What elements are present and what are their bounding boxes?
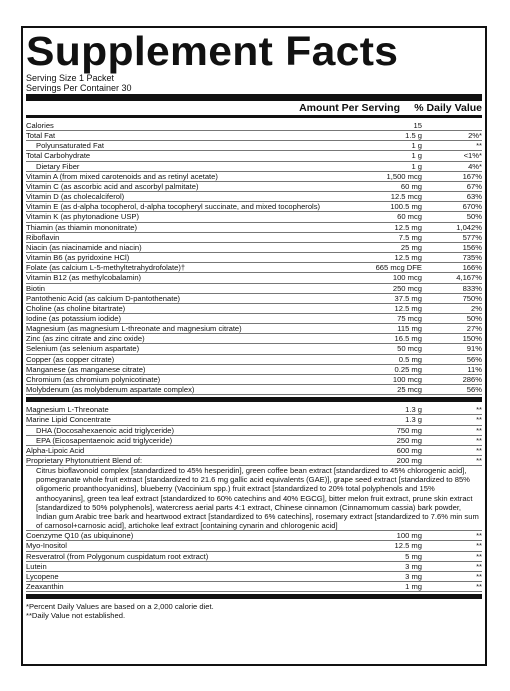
nutrient-dv: **: [476, 582, 482, 592]
nutrient-row: [26, 223, 482, 233]
nutrient-row: [26, 182, 482, 192]
nutrient-dv: **: [476, 531, 482, 541]
nutrient-name: Calories: [26, 121, 54, 130]
nutrient-row: [26, 436, 482, 446]
footnote-dv: *Percent Daily Values are based on a 2,000 calorie diet.: [26, 602, 214, 612]
nutrient-name: Vitamin E (as d-alpha tocopherol, d-alpha tocopheryl succinate, and mixed tocopherols): [26, 202, 321, 212]
nutrient-amount: 1 g: [411, 141, 422, 151]
nutrient-amount: 1.5 g: [405, 131, 422, 141]
dv-header: % Daily Value: [414, 102, 482, 114]
nutrient-amount: 0.25 mg: [394, 364, 422, 374]
nutrient-dv: 56%: [466, 385, 482, 395]
nutrient-dv: 91%: [466, 344, 482, 354]
nutrient-amount: 25 mcg: [397, 385, 422, 395]
nutrient-row: [26, 192, 482, 202]
nutrient-amount: 16.5 mg: [394, 334, 422, 344]
nutrient-dv: 56%: [466, 354, 482, 364]
nutrient-dv: **: [476, 541, 482, 551]
amount-header: Amount Per Serving: [299, 102, 400, 114]
nutrient-name: Magnesium L-Threonate: [26, 405, 109, 415]
nutrient-amount: 100.5 mg: [390, 202, 422, 212]
nutrient-dv: **: [476, 435, 482, 445]
nutrients-section: [26, 121, 482, 395]
nutrient-row: [26, 151, 482, 161]
nutrient-row: [26, 243, 482, 253]
divider-header: [26, 115, 482, 118]
nutrient-name: Alpha-Lipoic Acid: [26, 445, 85, 455]
nutrient-row: [26, 572, 482, 582]
nutrient-name: Proprietary Phytonutrient Blend of:: [26, 456, 143, 465]
nutrient-dv: 4,167%: [456, 273, 482, 283]
nutrient-dv: 50%: [466, 212, 482, 222]
nutrient-name: Resveratrol (from Polygonum cuspidatum root extract): [26, 551, 209, 561]
nutrient-dv: 286%: [462, 374, 482, 384]
nutrient-row: [26, 426, 482, 436]
nutrient-dv: **: [476, 425, 482, 435]
nutrient-name: Molybdenum (as molybdenum aspartate complex): [26, 385, 195, 395]
nutrient-dv: **: [476, 405, 482, 415]
nutrient-amount: 0.5 mg: [398, 354, 422, 364]
nutrient-dv: **: [476, 445, 482, 455]
nutrient-amount: 50 mcg: [397, 344, 422, 354]
nutrient-row: [26, 582, 482, 592]
nutrient-dv: 735%: [462, 253, 482, 263]
nutrient-name: Manganese (as manganese citrate): [26, 364, 146, 374]
nutrient-amount: 12.5 mg: [394, 541, 422, 551]
nutrient-dv: 63%: [466, 192, 482, 202]
nutrient-name: Iodine (as potassium iodide): [26, 313, 121, 323]
nutrient-dv: 4%*: [468, 161, 482, 171]
nutrient-name: Zeaxanthin: [26, 582, 64, 592]
nutrient-amount: 12.5 mcg: [390, 192, 422, 202]
nutrient-row: [26, 172, 482, 182]
divider-thick-2: [26, 397, 482, 402]
nutrient-row: [26, 531, 482, 541]
nutrient-row: [26, 121, 482, 131]
serving-size: Serving Size 1 Packet: [26, 73, 115, 83]
nutrient-name: EPA (Eicosapentaenoic acid triglyceride): [36, 435, 173, 445]
nutrient-amount: 25 mg: [400, 242, 422, 252]
footnote-not-established: **Daily Value not established.: [26, 611, 126, 621]
nutrient-row: [26, 324, 482, 334]
nutrient-row: [26, 456, 482, 466]
nutrient-name: DHA (Docosahexaenoic acid triglyceride): [36, 425, 175, 435]
nutrient-amount: 1 mg: [405, 582, 422, 592]
nutrient-row: [26, 314, 482, 324]
supplement-facts-panel: [21, 26, 487, 666]
nutrient-dv: 2%: [471, 303, 482, 313]
column-header: [26, 101, 482, 115]
nutrient-name: Vitamin D (as cholecalciferol): [26, 192, 125, 202]
nutrient-row: [26, 253, 482, 263]
nutrient-name: Riboflavin: [26, 232, 60, 242]
nutrient-dv: **: [476, 141, 482, 151]
nutrient-dv: 156%: [462, 242, 482, 252]
nutrient-amount: 100 mg: [396, 531, 422, 541]
nutrient-amount: 250 mcg: [392, 283, 422, 293]
nutrient-row: [26, 202, 482, 212]
nutrient-name: Biotin: [26, 283, 45, 293]
nutrient-row: [26, 233, 482, 243]
nutrient-dv: 67%: [466, 181, 482, 191]
nutrient-dv: **: [476, 571, 482, 581]
nutrient-amount: 1.3 g: [405, 405, 422, 415]
nutrient-row: [26, 304, 482, 314]
nutrient-row: [26, 212, 482, 222]
nutrient-name: Myo-Inositol: [26, 541, 67, 551]
nutrient-name: Total Fat: [26, 131, 56, 141]
nutrient-dv: <1%*: [463, 151, 482, 161]
nutrient-row: [26, 131, 482, 141]
nutrient-amount: 60 mg: [400, 181, 422, 191]
nutrient-name: Thiamin (as thiamin mononitrate): [26, 222, 137, 232]
nutrient-row: [26, 334, 482, 344]
nutrient-name: Copper (as copper citrate): [26, 354, 115, 364]
divider-thick-3: [26, 594, 482, 599]
nutrient-row: [26, 552, 482, 562]
nutrient-name: Marine Lipid Concentrate: [26, 415, 111, 425]
nutrient-amount: 665 mcg DFE: [375, 263, 422, 273]
nutrient-row: [26, 284, 482, 294]
nutrient-amount: 1 g: [411, 151, 422, 161]
nutrient-row: [26, 562, 482, 572]
nutrient-amount: 600 mg: [396, 445, 422, 455]
nutrient-amount: 750 mg: [396, 425, 422, 435]
nutrient-row: [26, 294, 482, 304]
nutrient-dv: 166%: [462, 263, 482, 273]
nutrient-dv: 577%: [462, 232, 482, 242]
nutrient-name: Vitamin B6 (as pyridoxine HCl): [26, 253, 130, 263]
nutrient-amount: 5 mg: [405, 551, 422, 561]
nutrient-row: [26, 385, 482, 395]
nutrient-name: Selenium (as selenium aspartate): [26, 344, 140, 354]
nutrient-amount: 12.5 mg: [394, 253, 422, 263]
nutrient-row: [26, 273, 482, 283]
nutrient-amount: 115 mg: [397, 324, 422, 334]
nutrient-dv: 833%: [462, 283, 482, 293]
nutrient-name: Total Carbohydrate: [26, 151, 91, 161]
nutrient-name: Chromium (as chromium polynicotinate): [26, 374, 161, 384]
nutrient-amount: 250 mg: [396, 435, 422, 445]
nutrient-row: [26, 263, 482, 273]
nutrient-amount: 15: [413, 121, 422, 130]
nutrient-name: Folate (as calcium L-5-methyltetrahydrofolate)†: [26, 263, 186, 273]
nutrient-name: Polyunsaturated Fat: [36, 141, 104, 151]
nutrient-amount: 37.5 mg: [394, 293, 422, 303]
nutrient-row: [26, 446, 482, 456]
nutrient-name: Magnesium (as magnesium L-threonate and magnesium citrate): [26, 324, 242, 334]
blend-description: Citrus bioflavonoid complex [standardized to 45% hesperidin], green coffee bean extract [standardized to 45% chlorogenic acid], pomegranate whole fruit extract [standardized to 21.6 mg gallic acid equivalents (GAE)], grape seed extract [standardized to 85% oligomeric proanthocyanidins], blueberry (Vaccinium spp.) fruit extract [standardized to 20% total polyphenols and 15% anthocyanins], green tea leaf extract [standardized to 60% catechins and 40% EGCG], bitter melon fruit extract, prune skin extract [standardized to 50% polyphenols], watercress aerial parts 4:1 extract, Chinese cinnamon (Cinnamomum cassia) bark powder, Indian gum Arabic tree bark and heartwood extract [standardized to 6% catechins], rosemary extract [standardized to 7.6% min sum of carnosol+carnosic acid], artichoke leaf extract [containing cynarin and chlorogenic acid]: [26, 466, 482, 531]
nutrient-name: Vitamin C (as ascorbic acid and ascorbyl palmitate): [26, 181, 199, 191]
nutrient-name: Zinc (as zinc citrate and zinc oxide): [26, 334, 145, 344]
nutrient-amount: 12.5 mg: [394, 222, 422, 232]
divider-thick: [26, 94, 482, 101]
nutrient-name: Dietary Fiber: [36, 161, 80, 171]
nutrient-dv: **: [476, 456, 482, 465]
nutrient-dv: 670%: [462, 202, 482, 212]
nutrient-name: Vitamin K (as phytonadione USP): [26, 212, 139, 222]
nutrient-name: Lycopene: [26, 571, 59, 581]
nutrient-amount: 1.3 g: [405, 415, 422, 425]
nutrient-amount: 60 mcg: [397, 212, 422, 222]
nutrient-name: Vitamin B12 (as methylcobalamin): [26, 273, 142, 283]
nutrient-name: Lutein: [26, 561, 47, 571]
other-ingredients-section-2: [26, 531, 482, 592]
nutrient-row: [26, 541, 482, 551]
nutrient-name: Choline (as choline bitartrate): [26, 303, 126, 313]
nutrient-name: Vitamin A (from mixed carotenoids and as retinyl acetate): [26, 171, 218, 181]
nutrient-amount: 3 mg: [405, 561, 422, 571]
nutrient-amount: 1,500 mcg: [386, 171, 422, 181]
nutrient-row: [26, 365, 482, 375]
nutrient-dv: **: [476, 551, 482, 561]
nutrient-dv: 27%: [466, 324, 482, 334]
nutrient-name: Coenzyme Q10 (as ubiquinone): [26, 531, 134, 541]
nutrient-amount: 100 mcg: [392, 374, 422, 384]
nutrient-amount: 1 g: [411, 161, 422, 171]
nutrient-row: [26, 375, 482, 385]
nutrient-amount: 200 mg: [396, 456, 422, 465]
nutrient-row: [26, 344, 482, 354]
servings-per-container: Servings Per Container 30: [26, 83, 132, 93]
nutrient-row: [26, 162, 482, 172]
nutrient-amount: 3 mg: [405, 571, 422, 581]
nutrient-row: [26, 355, 482, 365]
nutrient-amount: 100 mcg: [392, 273, 422, 283]
nutrient-dv: 1,042%: [456, 222, 482, 232]
nutrient-row: [26, 415, 482, 425]
nutrient-dv: 2%*: [468, 131, 482, 141]
nutrient-dv: 750%: [462, 293, 482, 303]
nutrient-name: Niacin (as niacinamide and niacin): [26, 242, 142, 252]
nutrient-dv: 50%: [466, 313, 482, 323]
panel-title: Supplement Facts: [26, 28, 399, 74]
nutrient-dv: 11%: [467, 364, 482, 374]
nutrient-dv: **: [476, 415, 482, 425]
nutrient-row: [26, 405, 482, 415]
nutrient-dv: **: [476, 561, 482, 571]
nutrient-dv: 150%: [462, 334, 482, 344]
nutrient-name: Pantothenic Acid (as calcium D-pantothenate): [26, 293, 181, 303]
nutrient-amount: 7.5 mg: [398, 232, 422, 242]
nutrient-amount: 75 mcg: [397, 313, 422, 323]
other-ingredients-section: [26, 405, 482, 466]
nutrient-dv: 167%: [462, 171, 482, 181]
nutrient-row: [26, 141, 482, 151]
nutrient-amount: 12.5 mg: [394, 303, 422, 313]
